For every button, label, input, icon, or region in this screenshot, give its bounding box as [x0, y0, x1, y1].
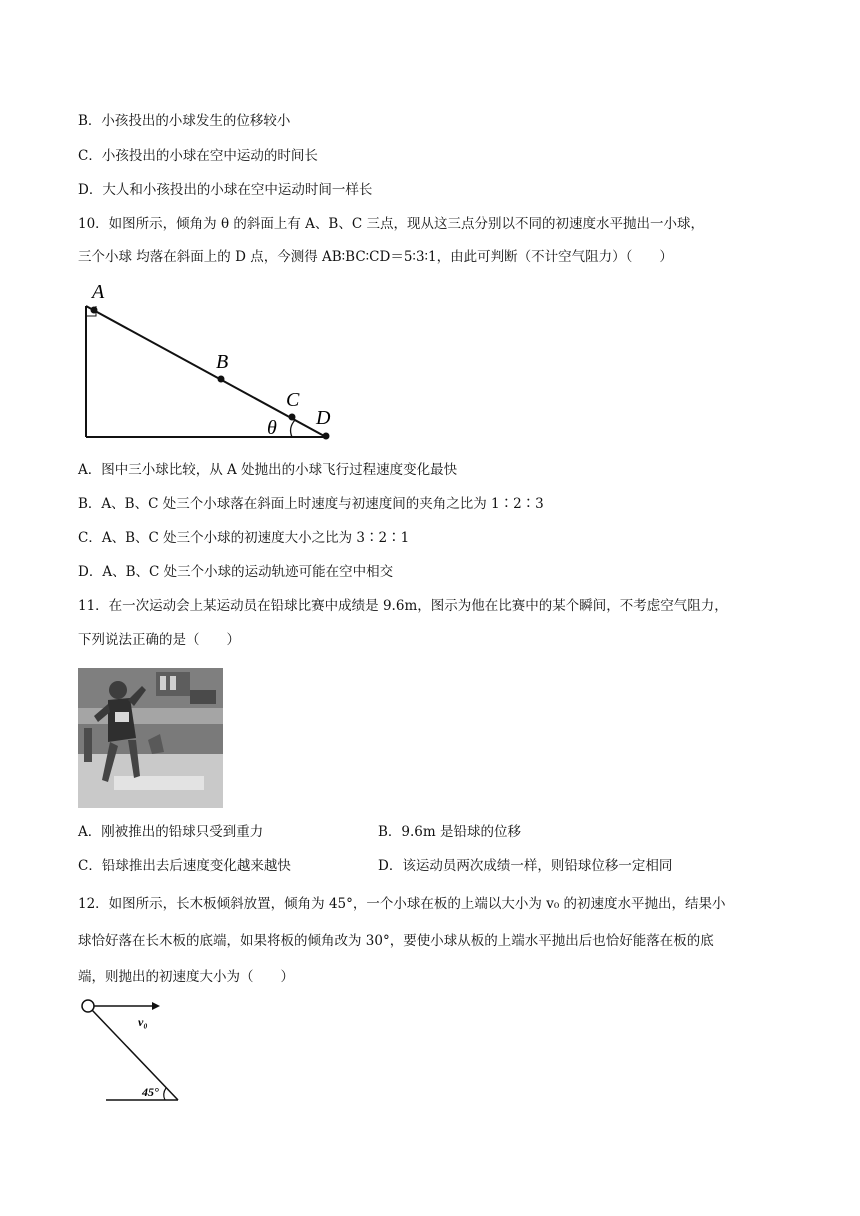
q11-option-d: D．该运动员两次成绩一样，则铅球位移一定相同 [378, 858, 673, 874]
q10-incline-figure [70, 278, 350, 448]
q10-stem-line1: 10．如图所示，倾角为 θ 的斜面上有 A、B、C 三点，现从这三点分别以不同的初速度水平抛出一小球， [78, 216, 704, 232]
point-d [323, 433, 330, 440]
q11-stem-line2: 下列说法正确的是（ ） [78, 632, 240, 648]
arrow-right-icon [152, 1002, 160, 1010]
q11-option-b: B．9.6m 是铅球的位移 [378, 824, 521, 840]
point-a [91, 307, 98, 314]
q12-board-figure [70, 996, 200, 1106]
q10-option-d: D．A、B、C 处三个小球的运动轨迹可能在空中相交 [78, 564, 394, 580]
point-c [289, 414, 296, 421]
q12-stem-line3: 端，则抛出的初速度大小为（ ） [78, 969, 294, 985]
q11-option-a: A．刚被推出的铅球只受到重力 [78, 824, 264, 840]
label-c: C [286, 389, 300, 411]
label-d: D [316, 407, 331, 429]
q9-option-d: D．大人和小孩投出的小球在空中运动时间一样长 [78, 182, 373, 198]
q9-option-c: C．小孩投出的小球在空中运动的时间长 [78, 148, 318, 164]
q10-option-a: A．图中三小球比较，从 A 处抛出的小球飞行过程速度变化最快 [78, 462, 458, 478]
q10-stem-line2: 三个小球 均落在斜面上的 D 点，今测得 AB∶BC∶CD＝5∶3∶1，由此可判断（不计空气阻力）（ ） [78, 249, 673, 265]
q11-stem-line1: 11．在一次运动会上某运动员在铅球比赛中成绩是 9.6m，图示为他在比赛中的某个瞬间，不考虑空气阻力， [78, 598, 728, 614]
q10-option-b: B．A、B、C 处三个小球落在斜面上时速度与初速度间的夹角之比为 1∶2∶3 [78, 496, 544, 512]
label-b: B [216, 351, 229, 373]
q12-stem-line1: 12．如图所示，长木板倾斜放置，倾角为 45°，一个小球在板的上端以大小为 v₀ 的初速度水平抛出，结果小 [78, 896, 726, 912]
q11-option-c: C．铅球推出去后速度变化越来越快 [78, 858, 291, 874]
point-b [218, 376, 225, 383]
q10-option-c: C．A、B、C 处三个小球的初速度大小之比为 3∶2∶1 [78, 530, 410, 546]
label-v0: v₀ [138, 1015, 148, 1029]
label-45-degrees: 45° [142, 1085, 159, 1099]
label-theta: θ [267, 417, 277, 439]
shot-put-athlete-photo [78, 668, 223, 808]
q9-option-b: B．小孩投出的小球发生的位移较小 [78, 113, 291, 129]
label-a: A [92, 281, 105, 303]
q12-stem-line2: 球恰好落在长木板的底端，如果将板的倾角改为 30°，要使小球从板的上端水平抛出后也恰好能落在板的底 [78, 933, 714, 949]
